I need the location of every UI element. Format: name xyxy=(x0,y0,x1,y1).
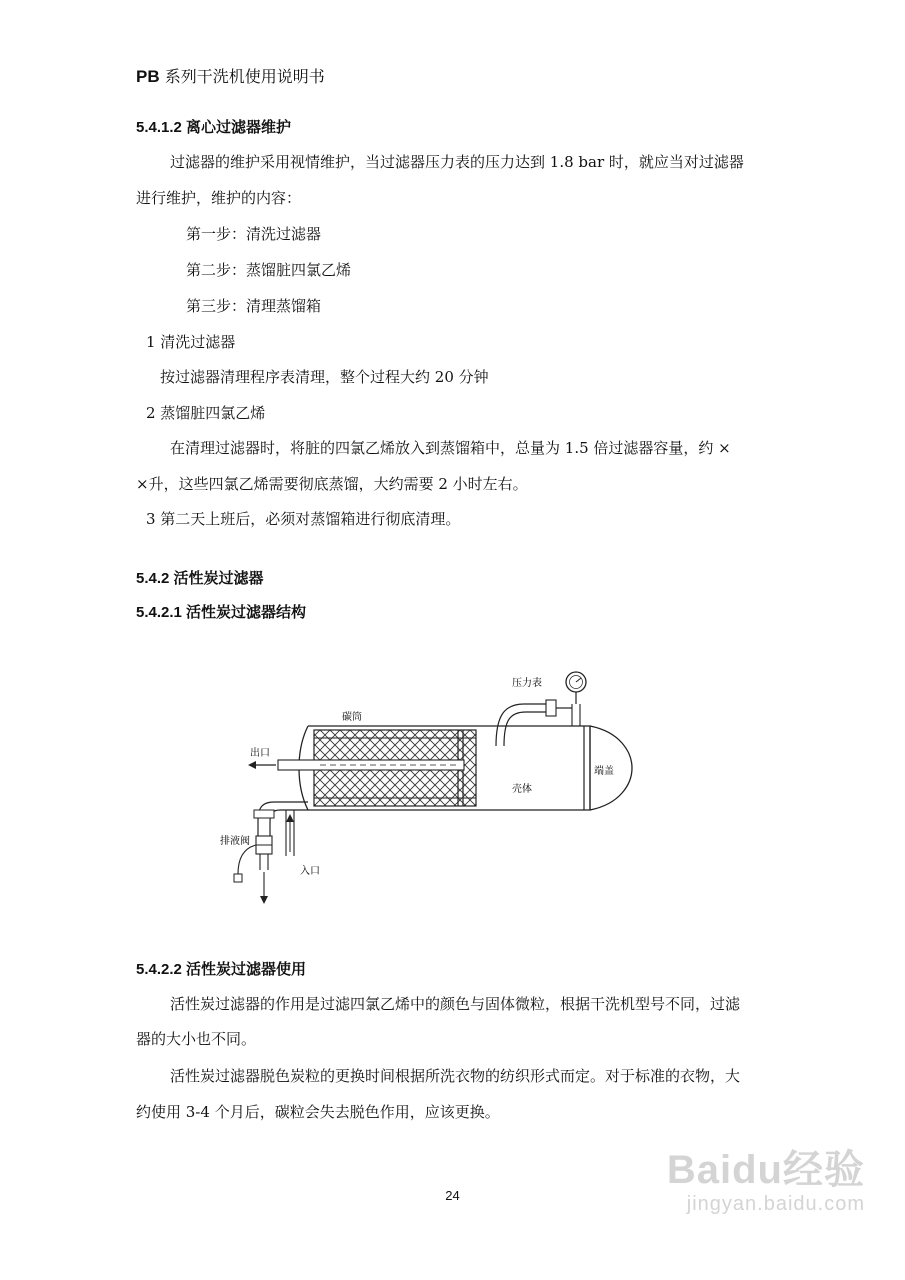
label-shell: 壳体 xyxy=(512,784,532,795)
item-2-title: 2 蒸馏脏四氯乙烯 xyxy=(146,404,266,422)
item-1-title: 1 清洗过滤器 xyxy=(146,333,236,351)
document-header xyxy=(136,64,325,87)
para-carbon-use-line2: 器的大小也不同。 xyxy=(136,1030,257,1048)
label-inlet: 入口 xyxy=(300,866,320,877)
outlet-arrow xyxy=(248,761,276,769)
para-maintenance-line2: 进行维护，维护的内容： xyxy=(136,189,302,207)
header-bold: PB xyxy=(136,67,160,86)
section-heading-centrifugal: 5.4.1.2 离心过滤器维护 xyxy=(136,119,292,136)
label-pressure-gauge: 压力表 xyxy=(512,678,542,689)
subheading-carbon-structure: 5.4.2.1 活性炭过滤器结构 xyxy=(136,604,307,621)
step-2: 第二步：蒸馏脏四氯乙烯 xyxy=(186,261,352,279)
section-heading-carbon: 5.4.2 活性炭过滤器 xyxy=(136,570,264,587)
para-maintenance-line1: 过滤器的维护采用视情维护，当过滤器压力表的压力达到 1.8 bar 时，就应当对过滤器 xyxy=(170,153,744,171)
label-drain-valve: 排液阀 xyxy=(220,836,250,847)
pressure-gauge-icon xyxy=(566,672,586,704)
step-1: 第一步：清洗过滤器 xyxy=(186,225,322,243)
item-2-line2: ×升，这些四氯乙烯需要彻底蒸馏，大约需要 2 小时左右。 xyxy=(136,475,528,493)
para-carbon-use-line1: 活性炭过滤器的作用是过滤四氯乙烯中的颜色与固体微粒，根据干洗机型号不同，过滤 xyxy=(170,995,741,1013)
step-3: 第三步：清理蒸馏箱 xyxy=(186,297,322,315)
label-outlet: 出口 xyxy=(250,748,270,759)
page-number: 24 xyxy=(445,1188,460,1203)
item-2-line1: 在清理过滤器时，将脏的四氯乙烯放入到蒸馏箱中，总量为 1.5 倍过滤器容量，约 × xyxy=(170,439,731,457)
label-end-cap: 端盖 xyxy=(594,766,614,777)
para-carbon-replace-line2: 约使用 3-4 个月后，碳粒会失去脱色作用，应该更换。 xyxy=(136,1103,500,1121)
section-heading-carbon-use: 5.4.2.2 活性炭过滤器使用 xyxy=(136,961,307,978)
gauge-pipe xyxy=(496,700,580,746)
label-carbon-cartridge: 碳筒 xyxy=(342,712,362,723)
item-3: 3 第二天上班后，必须对蒸馏箱进行彻底清理。 xyxy=(146,510,461,528)
center-pipe xyxy=(278,760,464,770)
item-1-text: 按过滤器清理程序表清理，整个过程大约 20 分钟 xyxy=(160,368,489,386)
watermark-logo: Baidu经验 xyxy=(666,1148,865,1192)
watermark-url: jingyan.baidu.com xyxy=(686,1193,865,1215)
para-carbon-replace-line1: 活性炭过滤器脱色炭粒的更换时间根据所洗衣物的纺织形式而定。对于标准的衣物，大 xyxy=(170,1067,741,1085)
header-rest: 系列干洗机使用说明书 xyxy=(159,67,325,86)
carbon-filter-diagram xyxy=(200,660,660,920)
baidu-watermark xyxy=(667,1138,865,1216)
